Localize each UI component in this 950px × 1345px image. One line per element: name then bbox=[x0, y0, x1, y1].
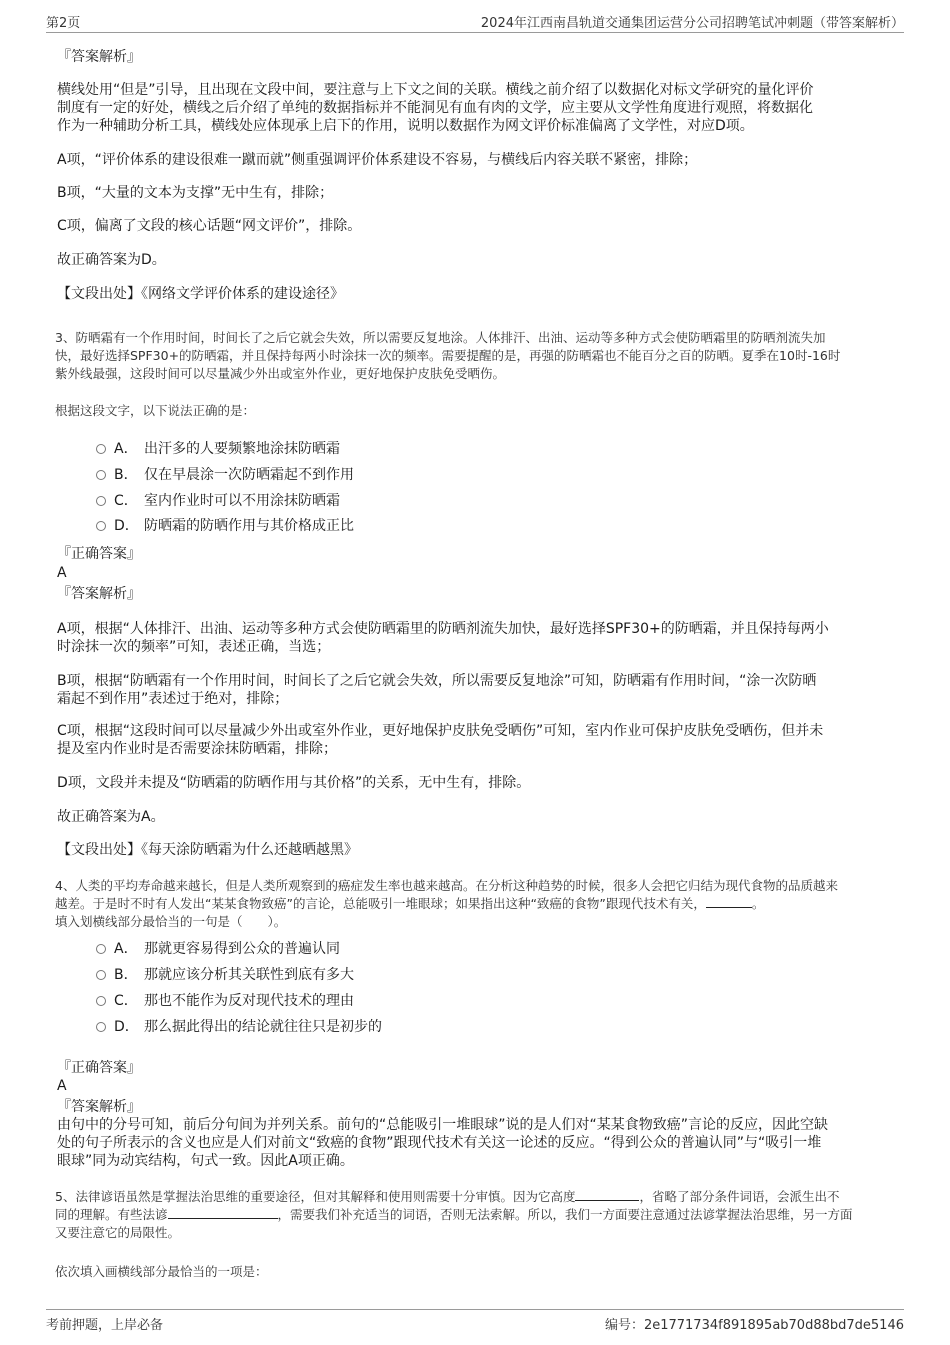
text-line: 制度有一定的好处，横线之后介绍了单纯的数据指标并不能洞见有血有肉的文学，应主要从文学性角度进行观照，将数据化 bbox=[57, 100, 813, 116]
radio-icon[interactable] bbox=[96, 970, 106, 980]
text-line: 填入划横线部分最恰当的一句是（ ）。 bbox=[55, 914, 287, 929]
q2-option-c-analysis: C项，偏离了文段的核心话题“网文评价”，排除。 bbox=[57, 218, 362, 234]
text-line: 越差。于是时不时有人发出“某某食物致癌”的言论，总能吸引一堆眼球；如果指出这种“致癌的食物”跟现代技术有关， 。 bbox=[55, 896, 765, 911]
text-line: 提及室内作业时是否需要涂抹防晒霜，排除； bbox=[57, 741, 337, 757]
radio-icon[interactable] bbox=[96, 470, 106, 480]
text-line: 作为一种辅助分析工具，横线处应体现承上启下的作用，说明以数据作为网文评价标准偏离了文学性，对应D项。 bbox=[57, 118, 754, 134]
q3-stem bbox=[55, 329, 897, 383]
q3-option-c-analysis bbox=[57, 722, 895, 758]
q2-option-b-analysis: B项，“大量的文本为支撑”无中生有，排除； bbox=[57, 185, 334, 201]
fill-blank bbox=[575, 1188, 639, 1201]
footer-slogan: 考前押题，上岸必备 bbox=[46, 1318, 164, 1333]
document-title: 2024年江西南昌轨道交通集团运营分公司招聘笔试冲刺题（带答案解析） bbox=[480, 16, 904, 31]
q3-option-a[interactable]: A． 出汗多的人要频繁地涂抹防晒霜 bbox=[96, 440, 340, 458]
document-id: 编号：2e1771734f891895ab70d88bd7de5146 bbox=[604, 1318, 904, 1333]
q3-conclusion: 故正确答案为A。 bbox=[57, 809, 165, 825]
radio-icon[interactable] bbox=[96, 521, 106, 531]
text-line: 5、法律谚语虽然是掌握法治思维的重要途径，但对其解释和使用则需要十分审慎。因为它高度 ，省略了部分条件词语，会派生出不 bbox=[55, 1189, 840, 1204]
q3-option-d-analysis: D项，文段并未提及“防晒霜的防晒作用与其价格”的关系，无中生有，排除。 bbox=[57, 775, 531, 791]
q3-analysis-label: 『答案解析』 bbox=[57, 586, 141, 602]
q4-option-d[interactable]: D． 那么据此得出的结论就往往只是初步的 bbox=[96, 1018, 382, 1036]
text-line: 紫外线最强，这段时间可以尽量减少外出或室外作业，更好地保护皮肤免受晒伤。 bbox=[55, 366, 506, 381]
q4-analysis-label: 『答案解析』 bbox=[57, 1099, 141, 1115]
q2-analysis-paragraph bbox=[57, 81, 895, 135]
text-line: 处的句子所表示的含义也应是人们对前文“致癌的食物”跟现代技术有关这一论述的反应。“得到公众的普遍认同”与“吸引一堆 bbox=[57, 1135, 822, 1151]
radio-icon[interactable] bbox=[96, 1022, 106, 1032]
q4-answer-label: 『正确答案』 bbox=[57, 1060, 141, 1076]
q5-prompt: 依次填入画横线部分最恰当的一项是： bbox=[55, 1264, 268, 1279]
q5-stem bbox=[55, 1188, 897, 1242]
radio-icon[interactable] bbox=[96, 996, 106, 1006]
text-line: 霜起不到作用”表述过于绝对，排除； bbox=[57, 691, 289, 707]
radio-icon[interactable] bbox=[96, 444, 106, 454]
radio-icon[interactable] bbox=[96, 496, 106, 506]
text-line: A项，根据“人体排汗、出油、运动等多种方式会使防晒霜里的防晒剂流失加快，最好选择SPF30+的防晒霜，并且保持每两小 bbox=[57, 621, 829, 637]
q2-analysis-label: 『答案解析』 bbox=[57, 49, 141, 65]
q4-answer: A bbox=[57, 1078, 67, 1094]
text-line: 横线处用“但是”引导，且出现在文段中间，要注意与上下文之间的关联。横线之前介绍了以数据化对标文学研究的量化评价 bbox=[57, 82, 814, 98]
q3-prompt: 根据这段文字，以下说法正确的是： bbox=[55, 403, 256, 418]
text-line: 时涂抹一次的频率”可知，表述正确，当选； bbox=[57, 639, 331, 655]
q3-answer: A bbox=[57, 565, 67, 581]
q3-option-b-analysis bbox=[57, 672, 895, 708]
text-line: C项，根据“这段时间可以尽量减少外出或室外作业，更好地保护皮肤免受晒伤”可知，室内作业可保护皮肤免受晒伤，但并未 bbox=[57, 723, 824, 739]
q2-conclusion: 故正确答案为D。 bbox=[57, 252, 166, 268]
text-line: 由句中的分号可知，前后分句间为并列关系。前句的“总能吸引一堆眼球”说的是人们对“某某食物致癌”言论的反应，因此空缺 bbox=[57, 1117, 829, 1133]
fill-blank bbox=[706, 895, 752, 908]
page-footer bbox=[46, 1309, 904, 1332]
radio-icon[interactable] bbox=[96, 944, 106, 954]
text-line: 同的理解。有些法谚 ，需要我们补充适当的词语，否则无法索解。所以，我们一方面要注意通过法谚掌握法治思维，另一方面 bbox=[55, 1207, 853, 1222]
q3-option-d[interactable]: D． 防晒霜的防晒作用与其价格成正比 bbox=[96, 517, 354, 535]
q2-source: 【文段出处】《网络文学评价体系的建设途径》 bbox=[57, 286, 344, 302]
q3-source: 【文段出处】《每天涂防晒霜为什么还越晒越黑》 bbox=[57, 842, 358, 858]
q3-option-b[interactable]: B． 仅在早晨涂一次防晒霜起不到作用 bbox=[96, 466, 354, 484]
q3-option-c[interactable]: C． 室内作业时可以不用涂抹防晒霜 bbox=[96, 492, 340, 510]
text-line: B项，根据“防晒霜有一个作用时间，时间长了之后它就会失效，所以需要反复地涂”可知，防晒霜有作用时间，“涂一次防晒 bbox=[57, 673, 817, 689]
text-line: 3、防晒霜有一个作用时间，时间长了之后它就会失效，所以需要反复地涂。人体排汗、出油、运动等多种方式会使防晒霜里的防晒剂流失加 bbox=[55, 330, 826, 345]
q4-option-c[interactable]: C． 那也不能作为反对现代技术的理由 bbox=[96, 992, 354, 1010]
text-line: 快，最好选择SPF30+的防晒霜，并且保持每两小时涂抹一次的频率。需要提醒的是，再强的防晒霜也不能百分之百的防晒。夏季在10时-16时 bbox=[55, 348, 841, 363]
fill-blank bbox=[168, 1206, 278, 1219]
q4-stem bbox=[55, 877, 897, 931]
q3-answer-label: 『正确答案』 bbox=[57, 546, 141, 562]
q4-option-a[interactable]: A． 那就更容易得到公众的普遍认同 bbox=[96, 940, 340, 958]
q2-option-a-analysis: A项，“评价体系的建设很难一蹴而就”侧重强调评价体系建设不容易，与横线后内容关联不紧密，排除； bbox=[57, 152, 698, 168]
page-header bbox=[46, 10, 904, 33]
text-line: 4、人类的平均寿命越来越长，但是人类所观察到的癌症发生率也越来越高。在分析这种趋势的时候，很多人会把它归结为现代食物的品质越来 bbox=[55, 878, 838, 893]
text-line: 眼球”同为动宾结构，句式一致。因此A项正确。 bbox=[57, 1153, 354, 1169]
page-number: 第2页 bbox=[46, 16, 81, 31]
q3-option-a-analysis bbox=[57, 620, 895, 656]
q4-option-b[interactable]: B． 那就应该分析其关联性到底有多大 bbox=[96, 966, 354, 984]
q4-analysis bbox=[57, 1098, 895, 1170]
text-line: 又要注意它的局限性。 bbox=[55, 1225, 181, 1240]
